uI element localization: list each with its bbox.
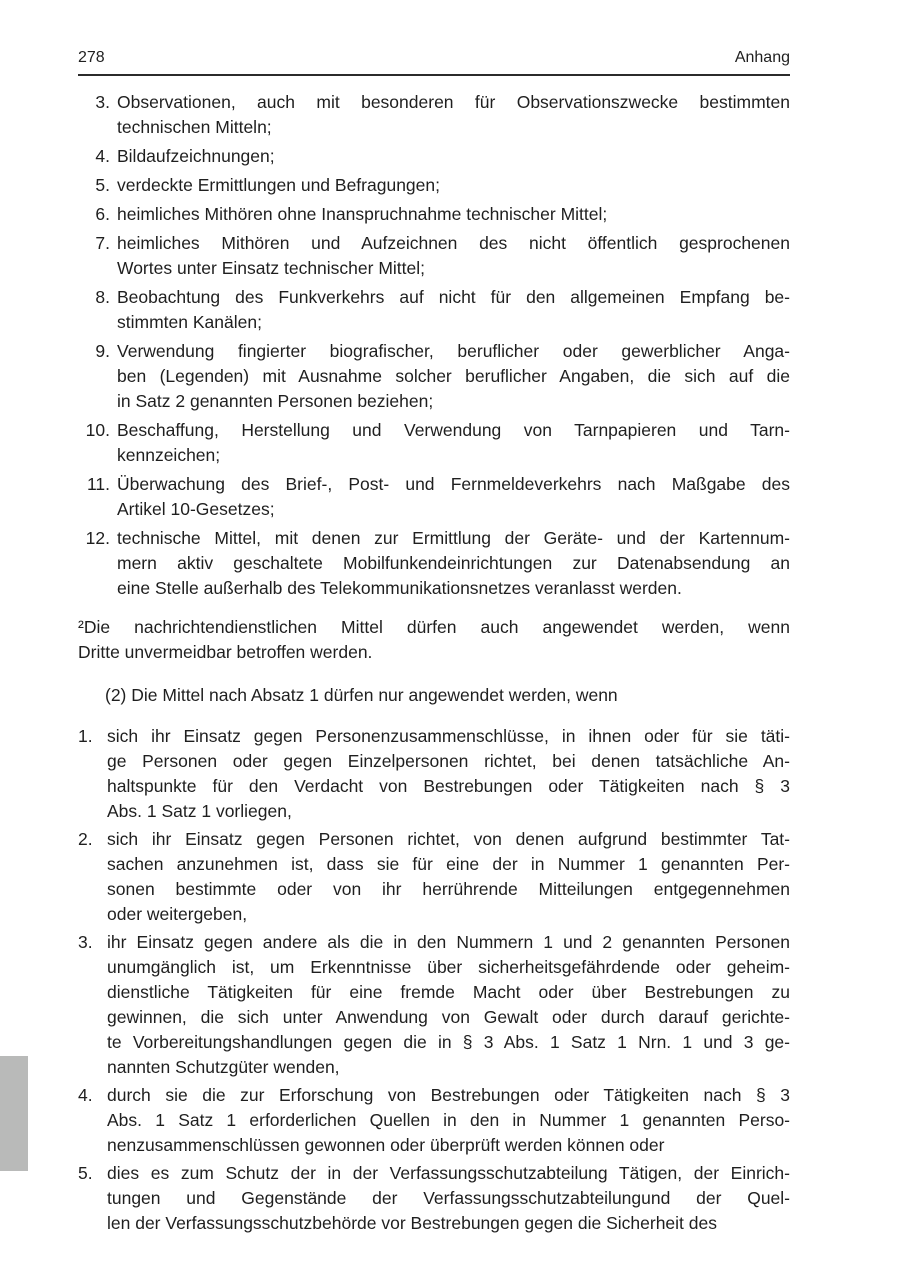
list-item-text [117,90,790,140]
numbered-list-conditions [78,724,790,1236]
list-item-number: 5. [78,1163,93,1183]
text-line: Wortes unter Einsatz technischer Mittel; [117,258,425,278]
list-item [78,418,790,468]
list-item-text [117,418,790,468]
list-item-number: 5. [95,175,110,195]
text-line: haltspunkte für den Verdacht von Bestrebungen oder Tätigkeiten nach § 3 [107,776,790,796]
list-item-number: 2. [78,829,93,849]
list-item-number: 9. [95,341,110,361]
text-line: dies es zum Schutz der in der Verfassungsschutzabteilung Tätigen, der Einrich- [107,1163,790,1183]
list-item-text [117,231,790,281]
list-item-number: 4. [78,1085,93,1105]
text-line: sachen anzunehmen ist, dass sie für eine der in Nummer 1 genannten Per- [107,854,790,874]
text-line: heimliches Mithören und Aufzeichnen des nicht öffentlich gesprochenen [117,233,790,253]
list-item-text [117,285,790,335]
paragraph-sentence-2 [78,615,790,665]
numbered-list-means [78,90,790,601]
text-line: unumgänglich ist, um Erkenntnisse über sicherheitsgefährdende oder geheim- [107,957,790,977]
list-item [78,144,790,169]
text-line: Abs. 1 Satz 1 vorliegen, [107,801,292,821]
text-line: technischen Mitteln; [117,117,272,137]
list-item-number: 12. [85,528,110,548]
list-item [78,231,790,281]
text-line: Verwendung fingierter biografischer, beruflicher oder gewerblicher Anga- [117,341,790,361]
text-line: dienstliche Tätigkeiten für eine fremde Macht oder über Bestrebungen zu [107,982,790,1002]
text-line: technische Mittel, mit denen zur Ermittlung der Geräte- und der Kartennum- [117,528,790,548]
text-line: Observationen, auch mit besonderen für Observationszwecke bestimmten [117,92,790,112]
list-item-text [107,1161,790,1236]
text-line: nannten Schutzgüter wenden, [107,1057,340,1077]
list-item-text [107,930,790,1080]
list-item-text [117,173,790,198]
text-line: in Satz 2 genannten Personen beziehen; [117,391,434,411]
text-line: kennzeichen; [117,445,221,465]
text-line: ²Die nachrichtendienstlichen Mittel dürfen auch angewendet werden, wenn [78,617,790,637]
text-line: eine Stelle außerhalb des Telekommunikationsnetzes veranlasst werden. [117,578,682,598]
text-line: heimliches Mithören ohne Inanspruchnahme technischer Mittel; [117,204,608,224]
list-item-number: 6. [95,204,110,224]
text-line: mern aktiv geschaltete Mobilfunkendeinrichtungen zur Datenabsendung an [117,553,790,573]
list-item [78,202,790,227]
page-body [78,90,790,1236]
text-line: sich ihr Einsatz gegen Personen richtet, von denen aufgrund bestimmter Tat- [107,829,790,849]
list-item-number: 3. [95,92,110,112]
page-number: 278 [78,49,105,66]
text-line: tungen und Gegenstände der Verfassungsschutzabteilungund der Quel- [107,1188,790,1208]
list-item [78,173,790,198]
list-item [78,285,790,335]
list-item [78,1161,790,1236]
list-item-number: 4. [95,146,110,166]
list-item [78,930,790,1080]
list-item [78,472,790,522]
text-line: gewinnen, die sich unter Anwendung von Gewalt oder durch darauf gerichte- [107,1007,790,1027]
text-line: Beobachtung des Funkverkehrs auf nicht für den allgemeinen Empfang be- [117,287,790,307]
text-line: sonen bestimmte oder von ihr herrührende Mitteilungen entgegennehmen [107,879,790,899]
list-item-text [117,144,790,169]
list-item-text [117,526,790,601]
list-item-number: 1. [78,726,93,746]
text-line: ge Personen oder gegen Einzelpersonen richtet, bei denen tatsächliche An- [107,751,790,771]
text-line: durch sie die zur Erforschung von Bestrebungen oder Tätigkeiten nach § 3 [107,1085,790,1105]
list-item-number: 11. [86,474,110,494]
text-line: verdeckte Ermittlungen und Befragungen; [117,175,440,195]
list-item-number: 8. [95,287,110,307]
text-line: Überwachung des Brief-, Post- und Fernmeldeverkehrs nach Maßgabe des [117,474,790,494]
text-line: te Vorbereitungshandlungen gegen die in § 3 Abs. 1 Satz 1 Nrn. 1 und 3 ge- [107,1032,790,1052]
text-line: nenzusammenschlüssen gewonnen oder überprüft werden können oder [107,1135,665,1155]
list-item [78,724,790,824]
text-line: Artikel 10-Gesetzes; [117,499,275,519]
text-line: Bildaufzeichnungen; [117,146,275,166]
list-item [78,339,790,414]
running-head-section-title: Anhang [734,49,790,66]
page-header [78,48,790,76]
text-line: Dritte unvermeidbar betroffen werden. [78,642,373,662]
list-item-number: 3. [78,932,93,952]
list-item [78,1083,790,1158]
text-line: ben (Legenden) mit Ausnahme solcher beruflicher Angaben, die sich auf die [117,366,790,386]
list-item [78,90,790,140]
list-item-text [107,724,790,824]
list-item-text [107,1083,790,1158]
text-line: Beschaffung, Herstellung und Verwendung von Tarnpapieren und Tarn- [117,420,790,440]
text-line: ihr Einsatz gegen andere als die in den Nummern 1 und 2 genannten Personen [107,932,790,952]
paragraph-absatz-2: (2) Die Mittel nach Absatz 1 dürfen nur angewendet werden, wenn [105,685,618,705]
text-line: len der Verfassungsschutzbehörde vor Bestrebungen gegen die Sicherheit des [107,1213,717,1233]
list-item [78,526,790,601]
print-margin-marker [0,1056,28,1171]
text-line: Abs. 1 Satz 1 erforderlichen Quellen in den in Nummer 1 genannten Perso- [107,1110,790,1130]
page-content [78,48,790,1239]
text-line: oder weitergeben, [107,904,248,924]
list-item-number: 10. [85,420,110,440]
list-item-text [117,472,790,522]
text-line: sich ihr Einsatz gegen Personenzusammenschlüsse, in ihnen oder für sie täti- [107,726,790,746]
list-item-text [107,827,790,927]
text-line: stimmten Kanälen; [117,312,262,332]
list-item-text [117,339,790,414]
list-item-number: 7. [95,233,110,253]
list-item [78,827,790,927]
list-item-text [117,202,790,227]
